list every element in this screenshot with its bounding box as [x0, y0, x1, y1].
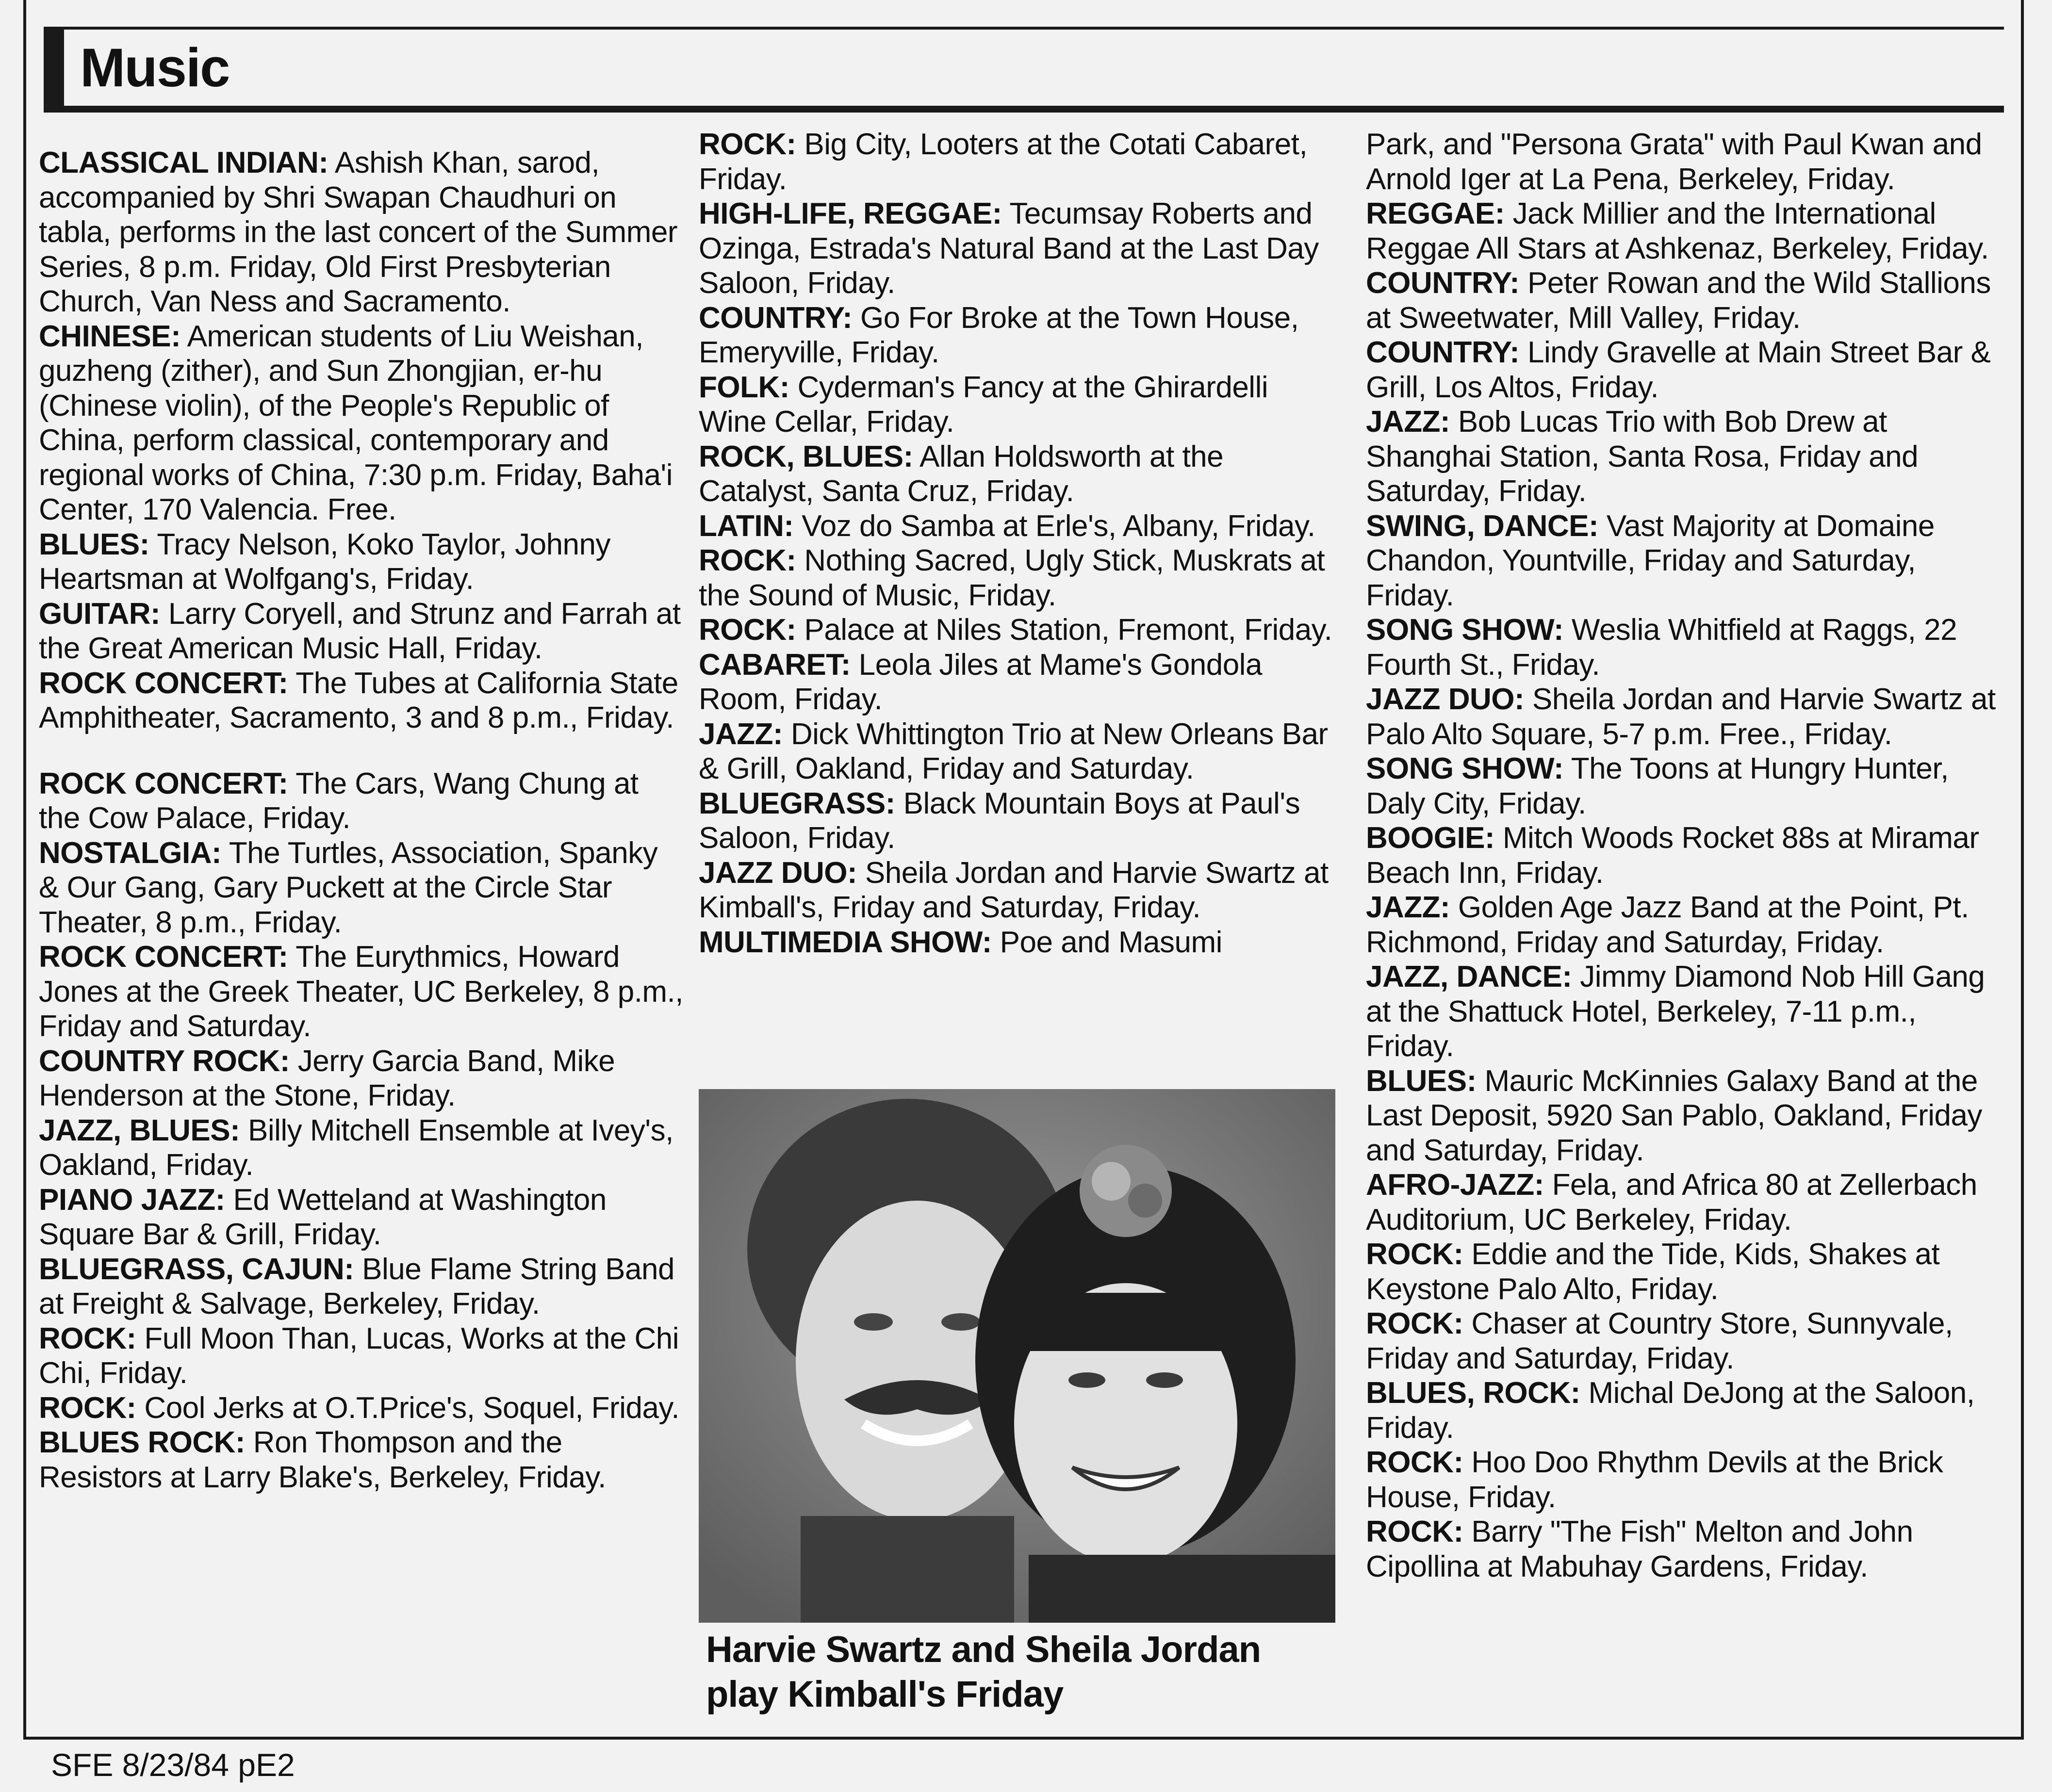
listing-entry — [39, 940, 684, 1044]
listing-text: American students of Liu Weishan, guzheng (zither), and Sun Zhongjian, er-hu (Chinese violin), of the People's Republic of China, perform classical, contemporary and regional works of China, 7:30 p.m. Friday, Baha'i Center, 170 Valencia. Free. — [39, 319, 673, 526]
listing-entry — [699, 613, 1334, 648]
frame-bottom-rule — [23, 1737, 2024, 1740]
listing-text: Jimmy Diamond Nob Hill Gang at the Shattuck Hotel, Berkeley, 7-11 p.m., Friday. — [1366, 960, 1985, 1063]
listing-category: ROCK: — [1366, 1307, 1463, 1340]
listing-text: Poe and Masumi — [991, 925, 1222, 959]
listing-category: ROCK, BLUES: — [699, 440, 913, 473]
listing-category: SONG SHOW: — [1366, 613, 1564, 647]
listing-text: Bob Lucas Trio with Bob Drew at Shanghai Station, Santa Rosa, Friday and Saturday, Friday. — [1366, 405, 1919, 508]
listing-text: The Turtles, Association, Spanky & Our Gang, Gary Puckett at the Circle Star Theater, 8 p.m., Friday. — [39, 836, 658, 939]
listing-entry — [1366, 1237, 2006, 1306]
listing-category: ROCK: — [39, 1321, 136, 1355]
listing-column-3 — [1366, 127, 2006, 1584]
listing-entry — [39, 597, 684, 666]
listing-entry — [1366, 960, 2006, 1064]
listing-entry — [699, 717, 1334, 786]
listing-entry — [1366, 1168, 2006, 1237]
listing-category: GUITAR: — [39, 597, 161, 631]
listing-category: BLUES ROCK: — [39, 1426, 246, 1459]
listing-entry — [39, 1113, 684, 1183]
header-bottom-rule — [44, 106, 2004, 113]
photo-caption: Harvie Swartz and Sheila Jordan play Kimball's Friday — [706, 1629, 1261, 1715]
listing-entry — [699, 440, 1334, 509]
listing-text: Dick Whittington Trio at New Orleans Bar & Grill, Oakland, Friday and Saturday. — [699, 717, 1328, 785]
listing-category: ROCK: — [1366, 1515, 1463, 1548]
listing-text: Nothing Sacred, Ugly Stick, Muskrats at the Sound of Music, Friday. — [699, 544, 1325, 612]
listing-entry — [699, 925, 1334, 960]
listing-entry — [1366, 890, 2006, 960]
listing-entry — [699, 786, 1334, 856]
listing-text: Chaser at Country Store, Sunnyvale, Friday and Saturday, Friday. — [1366, 1307, 1953, 1375]
listing-entry — [39, 1044, 684, 1113]
listing-text: Jerry Garcia Band, Mike Henderson at the Stone, Friday. — [39, 1044, 615, 1112]
listing-text: Ron Thompson and the Resistors at Larry Blake's, Berkeley, Friday. — [39, 1426, 606, 1494]
listing-text: Sheila Jordan and Harvie Swartz at Kimball's, Friday and Saturday, Friday. — [699, 856, 1329, 924]
listing-text: The Toons at Hungry Hunter, Daly City, Friday. — [1366, 752, 1949, 820]
listing-category: BLUEGRASS: — [699, 786, 895, 820]
listing-entry — [39, 527, 684, 597]
listing-entry — [1366, 509, 2006, 613]
frame-left-rule — [23, 0, 26, 1739]
listing-entry — [1366, 751, 2006, 821]
listing-text: Park, and "Persona Grata" with Paul Kwan and Arnold Iger at La Pena, Berkeley, Friday. — [1366, 128, 1982, 196]
listing-text: Michal DeJong at the Saloon, Friday. — [1366, 1376, 1975, 1445]
listing-category: ROCK: — [699, 128, 796, 161]
listing-category: JAZZ, BLUES: — [39, 1113, 240, 1147]
listing-category: CLASSICAL INDIAN: — [39, 146, 328, 179]
listing-text: Allan Holdsworth at the Catalyst, Santa Cruz, Friday. — [699, 440, 1224, 508]
listing-category: BOOGIE: — [1366, 821, 1495, 855]
listing-column-2 — [699, 127, 1334, 960]
listing-text: Weslia Whitfield at Raggs, 22 Fourth St., Friday. — [1366, 613, 1957, 682]
listing-text: Cool Jerks at O.T.Price's, Soquel, Friday. — [136, 1391, 680, 1425]
listing-category: BLUES: — [1366, 1064, 1477, 1098]
listing-entry — [39, 146, 684, 319]
listing-text: Eddie and the Tide, Kids, Shakes at Keystone Palo Alto, Friday. — [1366, 1238, 1940, 1306]
listing-text: Full Moon Than, Lucas, Works at the Chi Chi, Friday. — [39, 1321, 679, 1390]
listing-entry — [1366, 405, 2006, 509]
listing-entry — [1366, 1515, 2006, 1584]
listing-category: SWING, DANCE: — [1366, 509, 1599, 543]
listing-entry — [699, 543, 1334, 613]
listing-category: JAZZ: — [1366, 891, 1450, 924]
listing-category: ROCK: — [1366, 1238, 1463, 1271]
listing-entry — [39, 319, 684, 527]
listing-text: Tecumsay Roberts and Ozinga, Estrada's Natural Band at the Last Day Saloon, Friday. — [699, 197, 1319, 300]
header-top-rule — [44, 27, 2004, 30]
listing-category: JAZZ, DANCE: — [1366, 960, 1572, 994]
listing-entry — [699, 301, 1334, 370]
duo-portrait-image — [699, 1089, 1335, 1623]
listing-text: Larry Coryell, and Strunz and Farrah at the Great American Music Hall, Friday. — [39, 597, 681, 665]
listing-category: LATIN: — [699, 509, 794, 543]
listing-text: Vast Majority at Domaine Chandon, Yountville, Friday and Saturday, Friday. — [1366, 509, 1935, 612]
listing-text: Black Mountain Boys at Paul's Saloon, Friday. — [699, 786, 1300, 855]
listing-entry — [1366, 266, 2006, 335]
listing-text: The Eurythmics, Howard Jones at the Greek Theater, UC Berkeley, 8 p.m., Friday and Saturday. — [39, 940, 684, 1043]
listing-category: ROCK: — [39, 1391, 136, 1425]
listing-entry — [39, 1252, 684, 1321]
listing-entry — [699, 509, 1334, 544]
listing-category: ROCK CONCERT: — [39, 940, 288, 974]
listing-entry — [39, 1321, 684, 1391]
listing-text: Blue Flame String Band at Freight & Salvage, Berkeley, Friday. — [39, 1252, 674, 1320]
listing-text: Palace at Niles Station, Fremont, Friday. — [796, 613, 1332, 647]
listing-category: AFRO-JAZZ: — [1366, 1168, 1544, 1202]
listing-category: JAZZ: — [1366, 405, 1450, 439]
listing-text: Barry "The Fish" Melton and John Cipollina at Mabuhay Gardens, Friday. — [1366, 1515, 1913, 1583]
frame-right-rule — [2021, 0, 2024, 1739]
listing-entry — [1366, 1445, 2006, 1515]
listing-entry — [1366, 1376, 2006, 1445]
listing-entry — [1366, 1306, 2006, 1376]
listing-category: SONG SHOW: — [1366, 752, 1564, 785]
listing-entry — [1366, 196, 2006, 266]
listing-category: JAZZ DUO: — [699, 856, 857, 890]
listing-text: Peter Rowan and the Wild Stallions at Sweetwater, Mill Valley, Friday. — [1366, 266, 1991, 335]
listing-entry — [699, 856, 1334, 925]
listing-category: ROCK: — [1366, 1446, 1463, 1479]
listing-text: Ed Wetteland at Washington Square Bar & Grill, Friday. — [39, 1183, 607, 1251]
listing-entry — [1366, 335, 2006, 405]
listing-entry — [699, 196, 1334, 301]
listing-entry — [1366, 127, 2006, 196]
listing-entry — [39, 666, 684, 735]
listing-text: Cyderman's Fancy at the Ghirardelli Wine Cellar, Friday. — [699, 370, 1268, 439]
listing-text: Mitch Woods Rocket 88s at Miramar Beach Inn, Friday. — [1366, 821, 1979, 890]
listing-text: Billy Mitchell Ensemble at Ivey's, Oakland, Friday. — [39, 1113, 673, 1182]
listing-entry — [699, 127, 1334, 196]
listing-text: Go For Broke at the Town House, Emeryville, Friday. — [699, 301, 1299, 369]
listing-text: Voz do Samba at Erle's, Albany, Friday. — [793, 509, 1315, 543]
listing-text: Fela, and Africa 80 at Zellerbach Auditorium, UC Berkeley, Friday. — [1366, 1168, 1977, 1237]
listing-category: COUNTRY ROCK: — [39, 1044, 290, 1078]
listing-text: Sheila Jordan and Harvie Swartz at Palo Alto Square, 5-7 p.m. Free., Friday. — [1366, 683, 1996, 751]
listing-text: Mauric McKinnies Galaxy Band at the Last Deposit, 5920 San Pablo, Oakland, Friday and Saturday, Friday. — [1366, 1064, 1982, 1167]
listing-category: JAZZ: — [699, 717, 783, 751]
duo-photo — [699, 1089, 1335, 1623]
listing-category: PIANO JAZZ: — [39, 1183, 225, 1217]
listing-category: CHINESE: — [39, 319, 181, 353]
header-accent-bar — [44, 29, 64, 112]
listing-text: Jack Millier and the International Reggae All Stars at Ashkenaz, Berkeley, Friday. — [1366, 197, 1989, 265]
listing-category: ROCK: — [699, 613, 796, 647]
listing-entry — [39, 1425, 684, 1495]
listing-entry — [39, 1391, 684, 1426]
listing-category: COUNTRY: — [699, 301, 853, 335]
listing-text: Tracy Nelson, Koko Taylor, Johnny Heartsman at Wolfgang's, Friday. — [39, 527, 611, 596]
listing-category: REGGAE: — [1366, 197, 1505, 230]
listing-text: Hoo Doo Rhythm Devils at the Brick House, Friday. — [1366, 1446, 1943, 1514]
listing-entry — [39, 766, 684, 836]
listing-text: The Cars, Wang Chung at the Cow Palace, Friday. — [39, 766, 639, 835]
listing-category: ROCK CONCERT: — [39, 666, 288, 700]
listing-entry — [699, 370, 1334, 440]
listing-entry — [39, 836, 684, 940]
listing-category: ROCK CONCERT: — [39, 766, 288, 800]
listing-column-1 — [39, 146, 684, 1495]
listing-category: BLUES: — [39, 527, 149, 561]
listing-entry — [699, 648, 1334, 717]
source-citation: SFE 8/23/84 pE2 — [51, 1747, 295, 1783]
listing-category: BLUEGRASS, CAJUN: — [39, 1252, 354, 1286]
listing-text: Big City, Looters at the Cotati Cabaret, Friday. — [699, 128, 1308, 196]
listing-category: COUNTRY: — [1366, 266, 1520, 300]
listing-entry — [1366, 682, 2006, 751]
listing-category: FOLK: — [699, 370, 789, 404]
listing-text: Leola Jiles at Mame's Gondola Room, Friday. — [699, 648, 1262, 716]
listing-category: HIGH-LIFE, REGGAE: — [699, 197, 1002, 230]
listing-category: COUNTRY: — [1366, 336, 1520, 369]
listing-category: NOSTALGIA: — [39, 836, 222, 870]
listing-category: BLUES, ROCK: — [1366, 1376, 1580, 1410]
section-title: Music — [80, 37, 230, 98]
listing-entry — [1366, 1064, 2006, 1168]
listing-text: The Tubes at California State Amphitheater, Sacramento, 3 and 8 p.m., Friday. — [39, 666, 678, 734]
listing-entry — [1366, 821, 2006, 890]
listing-text: Lindy Gravelle at Main Street Bar & Grill, Los Altos, Friday. — [1366, 336, 1991, 404]
listing-text: Golden Age Jazz Band at the Point, Pt. Richmond, Friday and Saturday, Friday. — [1366, 891, 1969, 959]
listing-text: Ashish Khan, sarod, accompanied by Shri Swapan Chaudhuri on tabla, performs in the last concert of the Summer Series, 8 p.m. Friday, Old First Presbyterian Church, Van Ness and Sacramento. — [39, 146, 677, 318]
listing-entry — [1366, 613, 2006, 682]
listing-category: ROCK: — [699, 544, 796, 577]
listing-entry — [39, 1183, 684, 1252]
listing-category: MULTIMEDIA SHOW: — [699, 925, 992, 959]
listing-category: CABARET: — [699, 648, 851, 682]
listing-category: JAZZ DUO: — [1366, 683, 1525, 716]
